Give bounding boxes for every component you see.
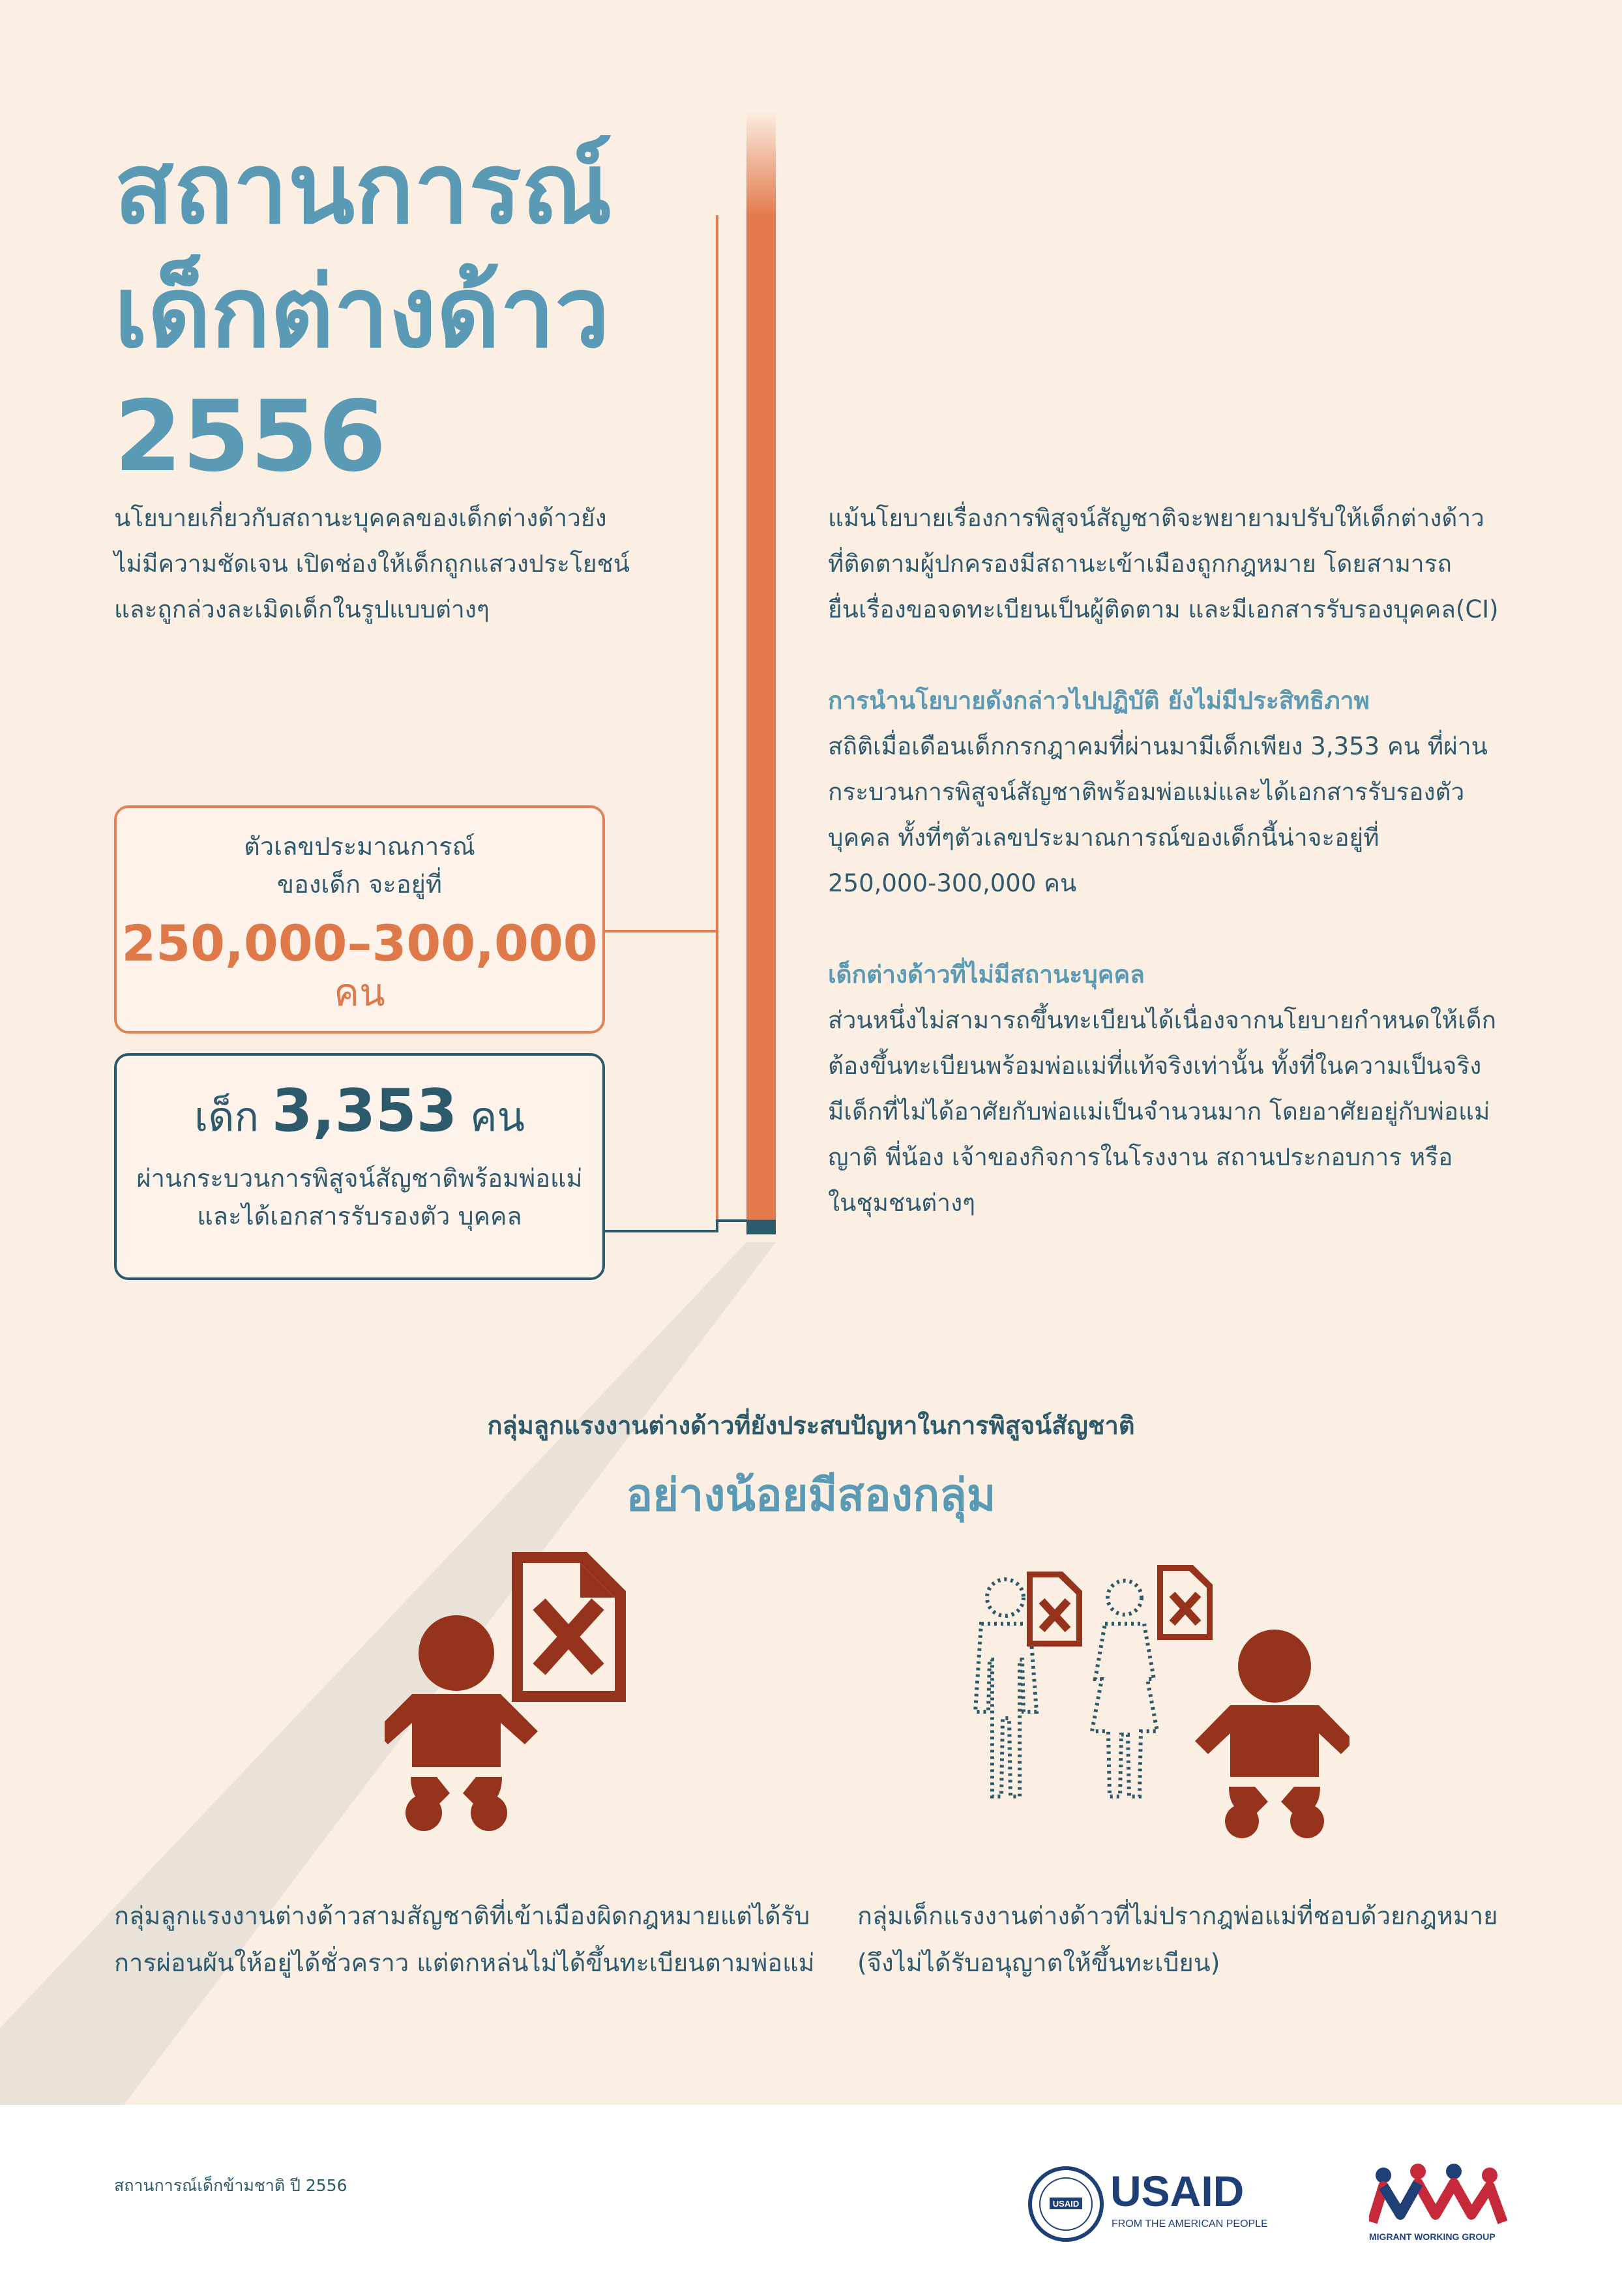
bar-estimated [746, 215, 776, 1220]
bar-fade-top [746, 111, 776, 215]
right-group-illustration [958, 1562, 1349, 1849]
verified-prefix: เด็ก [194, 1093, 259, 1141]
heading-no-status: เด็กต่างด้าวที่ไม่มีสถานะบุคคล [828, 961, 1145, 989]
paragraph-line: มีเด็กที่ไม่ได้อาศัยกับพ่อแม่เป็นจำนวนมาก โดยอาศัยอยู่กับพ่อแม่ [828, 1097, 1490, 1126]
right-column [828, 496, 1578, 1226]
title-line-1: สถานการณ์ [114, 132, 612, 246]
left-group-caption [114, 1892, 831, 1986]
usaid-seal-icon [1027, 2165, 1105, 2243]
paragraph-no-status [828, 998, 1578, 1226]
caption-line: (จึงไม่ได้รับอนุญาตให้ขึ้นทะเบียน) [857, 1948, 1220, 1977]
verified-desc-line-1: ผ่านกระบวนการพิสูจน์สัญชาติพร้อมพ่อแม่ [136, 1164, 583, 1193]
heading-implementation: การนำนโยบายดังกล่าวไปปฏิบัติ ยังไม่มีประสิทธิภาพ [828, 687, 1370, 715]
paragraph-line: ที่ติดตามผู้ปกครองมีสถานะเข้าเมืองถูกกฎหมาย โดยสามารถ [828, 550, 1452, 578]
title-line-2: เด็กต่างด้าว [114, 256, 610, 370]
paragraph-statistics [828, 724, 1578, 906]
estimate-label-line-1: ตัวเลขประมาณการณ์ [244, 832, 475, 861]
groups-emphasis: อย่างน้อยมีสองกลุ่ม [626, 1470, 996, 1521]
bar-base [746, 1231, 776, 1234]
footer-text: สถานการณ์เด็กข้ามชาติ ปี 2556 [114, 2176, 347, 2195]
mwg-logo [1369, 2164, 1526, 2248]
paragraph-line: กระบวนการพิสูจน์สัญชาติพร้อมพ่อแม่และได้เอกสารรับรองตัว [828, 778, 1465, 806]
intro-line: นโยบายเกี่ยวกับสถานะบุคคลของเด็กต่างด้าวยัง [114, 504, 607, 532]
paragraph-line: ต้องขึ้นทะเบียนพร้อมพ่อแม่ที่แท้จริงเท่านั้น ทั้งที่ในความเป็นจริง [828, 1052, 1482, 1080]
paragraph-line: ส่วนหนึ่งไม่สามารถขึ้นทะเบียนได้เนื่องจากนโยบายกำหนดให้เด็ก [828, 1006, 1497, 1034]
usaid-logo [1027, 2165, 1288, 2243]
estimate-value: 250,000–300,000 [121, 914, 598, 972]
paragraph-line: บุคคล ทั้งที่ๆตัวเลขประมาณการณ์ของเด็กนี้น่าจะอยู่ที่ [828, 824, 1379, 852]
caption-line: กลุ่มลูกแรงงานต่างด้าวสามสัญชาติที่เข้าเมืองผิดกฎหมายแต่ได้รับ [114, 1901, 810, 1930]
estimate-label-line-2: ของเด็ก จะอยู่ที่ [277, 870, 442, 899]
svg-text:USAID: USAID [1052, 2199, 1080, 2209]
caption-line: การผ่อนผันให้อยู่ได้ชั่วคราว แต่ตกหล่นไม่ได้ขึ้นทะเบียนตามพ่อแม่ [114, 1948, 815, 1977]
left-group-illustration [385, 1545, 632, 1845]
mwg-people-icon [1369, 2164, 1512, 2229]
estimate-unit: คน [334, 970, 385, 1015]
usaid-name: USAID [1110, 2167, 1245, 2215]
box2-connector [605, 1221, 746, 1231]
usaid-tagline: FROM THE AMERICAN PEOPLE [1112, 2218, 1268, 2229]
bar-verified [746, 1220, 776, 1231]
paragraph-line: สถิติเมื่อเดือนเด็กกรกฎาคมที่ผ่านมามีเด็กเพียง 3,353 คน ที่ผ่าน [828, 732, 1488, 760]
paragraph-policy [828, 496, 1578, 633]
intro-line: ไม่มีความชัดเจน เปิดช่องให้เด็กถูกแสวงประโยชน์ [114, 550, 630, 578]
verified-desc-line-2: และได้เอกสารรับรองตัว บุคคล [197, 1202, 522, 1230]
mother-rejected-document-icon [1157, 1565, 1213, 1640]
verified-value: 3,353 [271, 1077, 458, 1145]
baby-icon [1195, 1630, 1349, 1838]
paragraph-line: ในชุมชนต่างๆ [828, 1189, 976, 1217]
mwg-name: MIGRANT WORKING GROUP [1369, 2231, 1496, 2242]
paragraph-line: ญาติ พี่น้อง เจ้าของกิจการในโรงงาน สถานประกอบการ หรือ [828, 1143, 1453, 1171]
paragraph-line: ยื่นเรื่องขอจดทะเบียนเป็นผู้ติดตาม และมีเอกสารรับรองบุคคล(CI) [828, 595, 1499, 623]
title-line-3: 2556 [114, 380, 387, 494]
groups-heading: กลุ่มลูกแรงงานต่างด้าวที่ยังประสบปัญหาในการพิสูจน์สัญชาติ [487, 1411, 1135, 1440]
caption-line: กลุ่มเด็กแรงงานต่างด้าวที่ไม่ปรากฎพ่อแม่ที่ชอบด้วยกฎหมาย [857, 1901, 1498, 1930]
verified-box [114, 1053, 605, 1280]
right-group-caption [857, 1892, 1574, 1986]
rejected-document-icon [512, 1552, 626, 1702]
verified-suffix: คน [470, 1093, 525, 1141]
paragraph-line: แม้นโยบายเรื่องการพิสูจน์สัญชาติจะพยายามปรับให้เด็กต่างด้าว [828, 504, 1484, 532]
estimate-box [114, 805, 605, 1034]
mother-outline-icon [1092, 1581, 1157, 1797]
father-rejected-document-icon [1027, 1572, 1082, 1647]
paragraph-line: 250,000-300,000 คน [828, 869, 1077, 897]
verified-stat [117, 1077, 602, 1146]
intro-line: และถูกล่วงละเมิดเด็กในรูปแบบต่างๆ [114, 595, 490, 623]
